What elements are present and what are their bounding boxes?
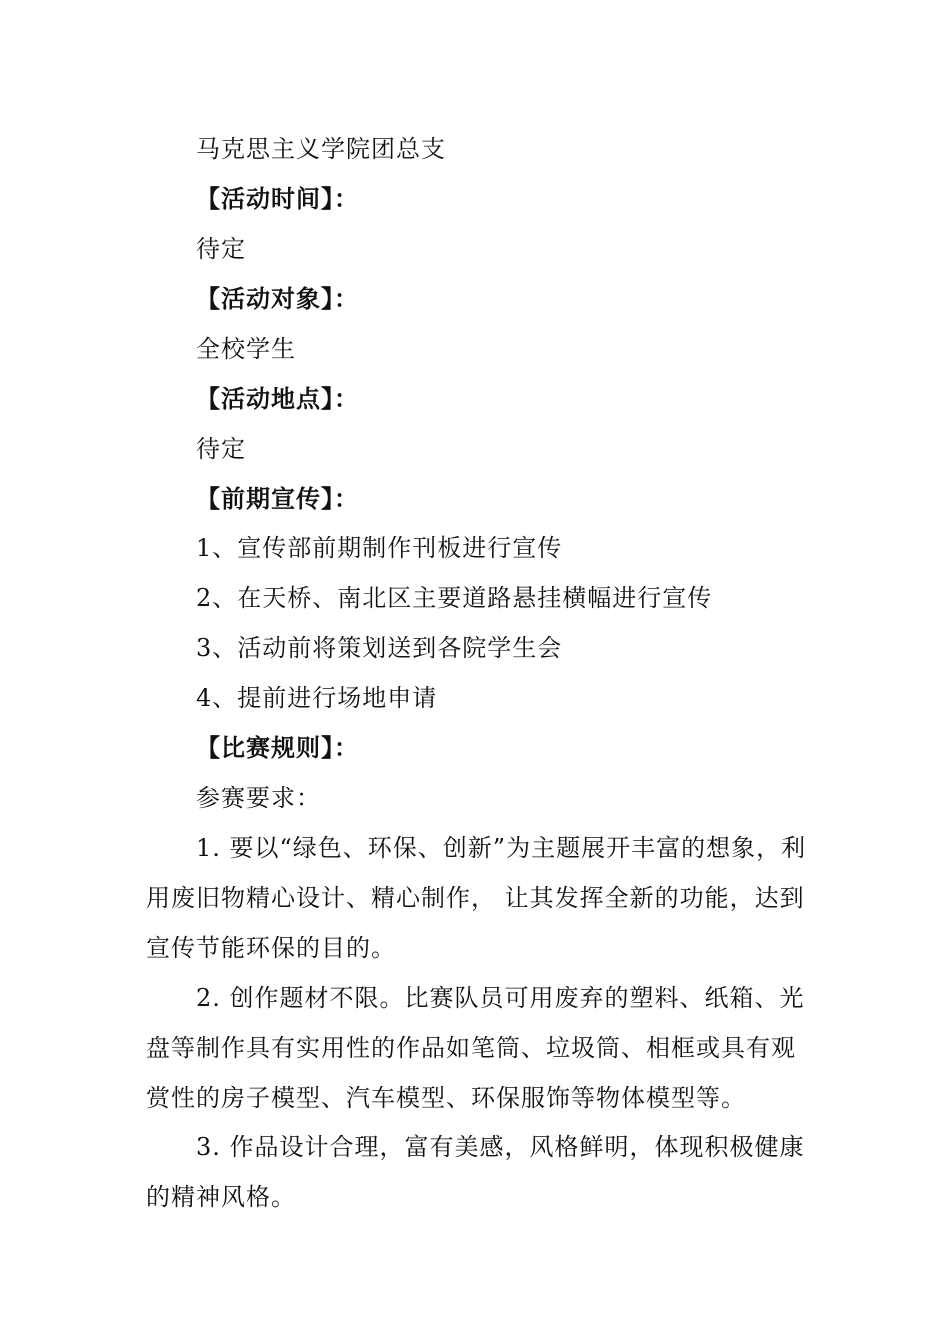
promotion-item-1: 1、宣传部前期制作刊板进行宣传 [196,534,563,562]
promotion-item-2: 2、在天桥、南北区主要道路悬挂横幅进行宣传 [196,584,713,612]
activity-place-value: 待定 [196,435,246,463]
promotion-heading: 【前期宣传】： [196,485,359,513]
activity-place-heading: 【活动地点】： [196,385,359,413]
rules-heading: 【比赛规则】： [196,734,359,762]
requirement-paragraph-3: 3. 作品设计合理，富有美感，风格鲜明，体现积极健康的精神风格。 [146,1133,805,1211]
requirements-label: 参赛要求： [196,784,321,812]
activity-target-value: 全校学生 [196,335,296,363]
requirement-paragraph-2: 2. 创作题材不限。比赛队员可用废弃的塑料、纸箱、光盘等制作具有实用性的作品如笔筒、垃圾筒、相框或具有观赏性的房子模型、汽车模型、环保服饰等物体模型等。 [146,984,805,1112]
promotion-item-3: 3、活动前将策划送到各院学生会 [196,634,563,662]
requirement-paragraph-1: 1. 要以“绿色、环保、创新”为主题展开丰富的想象，利用废旧物精心设计、精心制作， 让其发挥全新的功能，达到宣传节能环保的目的。 [146,834,807,962]
activity-time-heading: 【活动时间】： [196,185,359,213]
activity-target-heading: 【活动对象】： [196,285,359,313]
organizer-name: 马克思主义学院团总支 [196,135,446,163]
activity-time-value: 待定 [196,235,246,263]
promotion-item-4: 4、提前进行场地申请 [196,684,438,712]
